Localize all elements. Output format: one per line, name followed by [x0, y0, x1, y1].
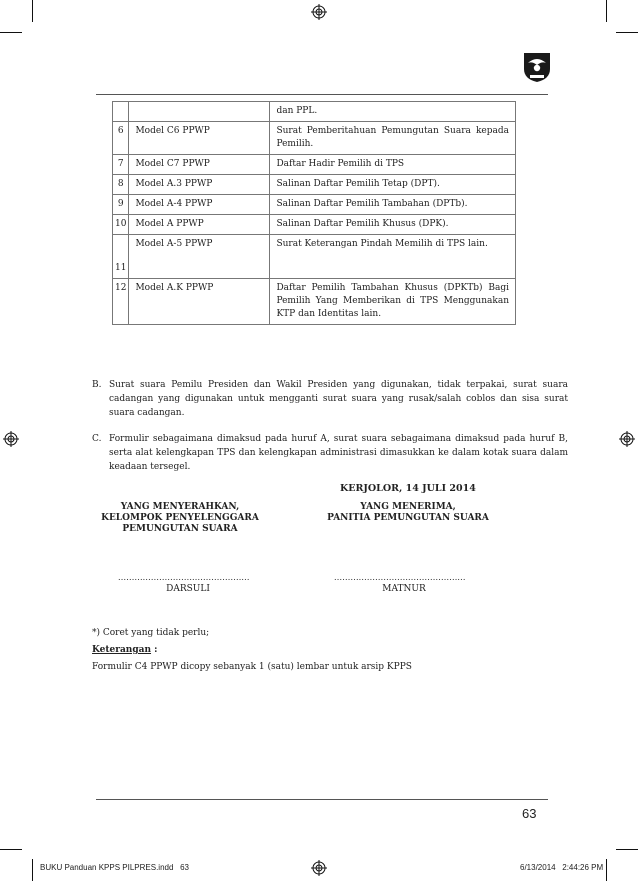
right-sign-name: MATNUR — [382, 584, 426, 594]
left-signature-title — [100, 502, 260, 535]
table-row — [113, 102, 516, 122]
row-model: Model C7 PPWP — [129, 155, 270, 175]
footer-rule — [96, 799, 548, 800]
row-description: Daftar Hadir Pemilih di TPS — [270, 155, 516, 175]
row-number — [113, 102, 129, 122]
item-text: Formulir sebagaimana dimaksud pada huruf A, surat suara sebagaimana dimaksud pada huruf B, serta alat kelengkapan TPS dan kelengkapan administrasi dimasukkan ke dalam kotak suara dalam keadaan tersegel. — [109, 434, 568, 472]
row-model: Model A PPWP — [129, 215, 270, 235]
keterangan-text: Formulir C4 PPWP dicopy sebanyak 1 (satu) lembar untuk arsip KPPS — [92, 662, 412, 672]
left-sign-line3: PEMUNGUTAN SUARA — [122, 524, 238, 534]
footer-datetime: 6/13/2014 2:44:26 PM — [520, 863, 604, 872]
item-c — [92, 432, 568, 474]
crop-mark — [616, 32, 638, 33]
crop-mark — [0, 849, 22, 850]
row-model: Model C6 PPWP — [129, 122, 270, 155]
row-model — [129, 102, 270, 122]
registration-mark-icon — [311, 4, 327, 20]
row-description: dan PPL. — [270, 102, 516, 122]
left-sign-line1: YANG MENYERAHKAN, — [120, 502, 240, 512]
right-sign-line1: YANG MENERIMA, — [360, 502, 456, 512]
keterangan-colon: : — [151, 645, 158, 655]
left-sign-name: DARSULI — [166, 584, 210, 594]
garuda-emblem-icon — [520, 49, 554, 83]
row-description: Surat Pemberitahuan Pemungutan Suara kepada Pemilih. — [270, 122, 516, 155]
right-sign-line2: PANITIA PEMUNGUTAN SUARA — [327, 513, 489, 523]
table-row — [113, 195, 516, 215]
footnote: *) Coret yang tidak perlu; — [92, 628, 210, 638]
table-row — [113, 122, 516, 155]
crop-mark — [32, 0, 33, 22]
document-table — [112, 101, 516, 325]
row-number: 10 — [113, 215, 129, 235]
keterangan-heading — [92, 645, 158, 655]
row-model: Model A-5 PPWP — [129, 235, 270, 279]
keterangan-label: Keterangan — [92, 645, 152, 655]
footer-filename: BUKU Panduan KPPS PILPRES.indd 63 — [40, 863, 189, 872]
item-letter: B. — [92, 380, 102, 390]
row-number: 11 — [113, 235, 129, 279]
row-number: 7 — [113, 155, 129, 175]
table-row — [113, 215, 516, 235]
crop-mark — [606, 0, 607, 22]
row-description: Daftar Pemilih Tambahan Khusus (DPKTb) Bagi Pemilih Yang Memberikan di TPS Menggunakan KTP dan Identitas lain. — [270, 279, 516, 325]
crop-mark — [0, 32, 22, 33]
row-number: 12 — [113, 279, 129, 325]
registration-mark-icon — [3, 431, 19, 447]
crop-mark — [606, 859, 607, 881]
crop-mark — [616, 849, 638, 850]
row-number: 6 — [113, 122, 129, 155]
registration-mark-icon — [619, 431, 635, 447]
table-row — [113, 235, 516, 279]
page-number: 63 — [522, 806, 537, 821]
table-row — [113, 155, 516, 175]
row-model: Model A.K PPWP — [129, 279, 270, 325]
right-sign-dots: ................................................ — [334, 573, 466, 582]
registration-mark-icon — [311, 860, 327, 876]
row-number: 9 — [113, 195, 129, 215]
row-number: 8 — [113, 175, 129, 195]
row-model: Model A.3 PPWP — [129, 175, 270, 195]
item-text: Surat suara Pemilu Presiden dan Wakil Presiden yang digunakan, tidak terpakai, surat suara cadangan yang digunakan untuk mengganti surat suara yang rusak/salah coblos dan sisa surat suara cadangan. — [109, 380, 568, 418]
row-description: Salinan Daftar Pemilih Tambahan (DPTb). — [270, 195, 516, 215]
header-rule — [96, 94, 548, 95]
item-b — [92, 378, 568, 420]
row-description: Salinan Daftar Pemilih Tetap (DPT). — [270, 175, 516, 195]
place-date: KERJOLOR, 14 JULI 2014 — [340, 483, 476, 494]
right-signature-title — [318, 502, 498, 524]
left-sign-line2: KELOMPOK PENYELENGGARA — [101, 513, 259, 523]
left-sign-dots: ................................................ — [118, 573, 250, 582]
row-description: Surat Keterangan Pindah Memilih di TPS lain. — [270, 235, 516, 279]
row-model: Model A-4 PPWP — [129, 195, 270, 215]
table-row — [113, 175, 516, 195]
item-letter: C. — [92, 434, 102, 444]
crop-mark — [32, 859, 33, 881]
table-row — [113, 279, 516, 325]
kpu-logo — [520, 49, 554, 83]
row-description: Salinan Daftar Pemilih Khusus (DPK). — [270, 215, 516, 235]
